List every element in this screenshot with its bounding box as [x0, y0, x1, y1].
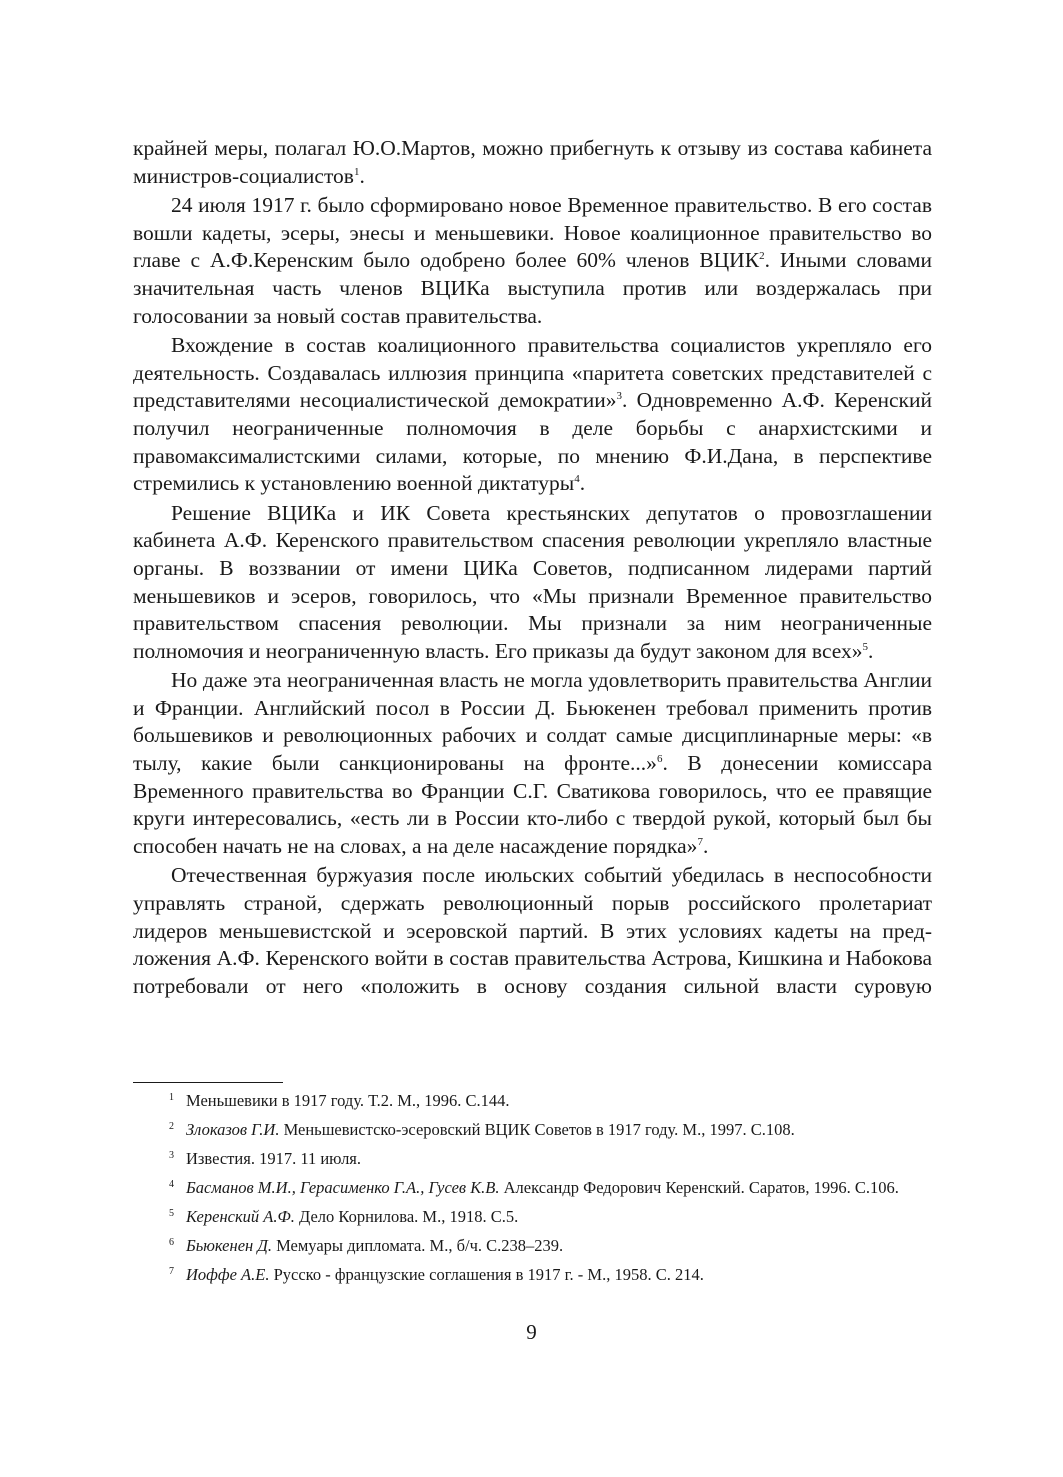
- footnote-ref-6[interactable]: 6: [656, 753, 663, 766]
- paragraph-6: Отечественная буржуазия после июльских событий убедилась в неспособности управлять страной, сдержать революционный порыв российского пролетариат лидеров меньшевистской и эсеровской партий. В этих условиях кадеты на предложения А.Ф. Керенского войти в состав правительства Астрова, Кишкина и Набокова потребовали от него «положить в основу создания сильной власти суровую: [133, 863, 932, 998]
- paragraph-3: Вхождение в состав коалиционного правительства социалистов укрепляло его деятельность. Создавалась иллюзия принципа «паритета советских представителей с представителями несоциалистической демократии»$^3$. Одновременно А.Ф. Керенский получил неограниченные полномочия в деле борьбы с анархистскими и правомаксималистскими силами, которые, по мнению Ф.И.Дана, в перспективе стремились к установлению военной диктатуры$^4$.: [133, 333, 933, 496]
- footnote-2: $^2$ Злоказов Г.И. Меньшевистско-эсеровский ВЦИК Советов в 1917 году. М., 1997. С.108.: [169, 1120, 795, 1139]
- footnote-7: $^7$ Иоффе А.Е. Русско - французские соглашения в 1917 г. - М., 1958. С. 214.: [169, 1265, 704, 1284]
- page-number: 9: [526, 1320, 537, 1344]
- paragraph-1: крайней меры, полагал Ю.О.Мартов, можно прибегнуть к отзыву из состава кабинета министров-социалистов$^1$.: [133, 136, 932, 188]
- footnote-number: 3: [169, 1150, 174, 1161]
- footnote-divider: [133, 1082, 283, 1083]
- footnote-4: $^4$ Басманов М.И., Герасименко Г.А., Гусев К.В. Александр Федорович Керенский. Саратов, 1996. С.106.: [169, 1178, 899, 1197]
- footnote-1: $^1$ Меньшевики в 1917 году. Т.2. М., 1996. С.144.: [169, 1091, 510, 1110]
- footnote-ref-1[interactable]: 1: [353, 165, 360, 178]
- main-text: [133, 135, 932, 1000]
- footnote-number: 4: [169, 1179, 174, 1190]
- footnote-number: 6: [169, 1237, 174, 1248]
- footnote-ref-4[interactable]: 4: [574, 473, 580, 486]
- footnote-ref-3[interactable]: 3: [616, 390, 623, 403]
- footnote-number: 2: [169, 1121, 174, 1132]
- footnote-ref-2[interactable]: 2: [759, 250, 765, 263]
- page-body: [133, 135, 932, 1000]
- paragraph-4: Решение ВЦИКа и ИК Совета крестьянских депутатов о провозглашении кабинета А.Ф. Керенского правительством спасения революции укрепляло властные органы. В воззвании от имени ЦИКа Советов, подписанном лидерами партий меньшевиков и эсеров, говорилось, что «Мы признали Временное правительство правительством спасения революции. Мы признали за ним неограниченные полномочия и неограниченную власть. Его приказы да будут законом для всех»$^5$.: [133, 500, 932, 663]
- footnote-ref-5[interactable]: 5: [862, 640, 869, 653]
- footnote-number: 5: [169, 1208, 174, 1219]
- footnote-3: $^3$ Известия. 1917. 11 июля.: [169, 1149, 362, 1168]
- footnote-number: 1: [169, 1092, 174, 1103]
- footnote-5: $^5$ Керенский А.Ф. Дело Корнилова. М., 1918. С.5.: [169, 1207, 519, 1226]
- footnote-number: 7: [169, 1266, 174, 1277]
- footnote-6: $^6$ Бьюкенен Д. Мемуары дипломата. М., б/ч. С.238–239.: [169, 1236, 564, 1255]
- footnotes: [133, 1089, 932, 1292]
- paragraph-5: Но даже эта неограниченная власть не могла удовлетворить правительства Англии и Франции. Английский посол в России Д. Бьюкенен требовал применить против большевиков и революционных рабочих и солдат самые дисциплинарные меры: «в тылу, какие были санкционированы на фронте...»$^6$. В донесении комиссара Временного правительства во Франции С.Г. Сватикова говорилось, что ее правящие круги интересовались, «есть ли в России кто-либо с твердой рукой, который был бы способен начать не на словах, а на деле насаждение порядка»$^7$.: [133, 668, 933, 858]
- paragraph-2: 24 июля 1917 г. было сформировано новое Временное правительство. В его состав вошли кадеты, эсеры, энесы и меньшевики. Новое коалиционное правительство во главе с А.Ф.Керенским было одобрено более 60% членов ВЦИК$^2$. Иными словами значительная часть членов ВЦИКа выступила против или воздержалась при голосовании за новый состав правительства.: [133, 193, 932, 328]
- footnote-ref-7[interactable]: 7: [697, 835, 703, 848]
